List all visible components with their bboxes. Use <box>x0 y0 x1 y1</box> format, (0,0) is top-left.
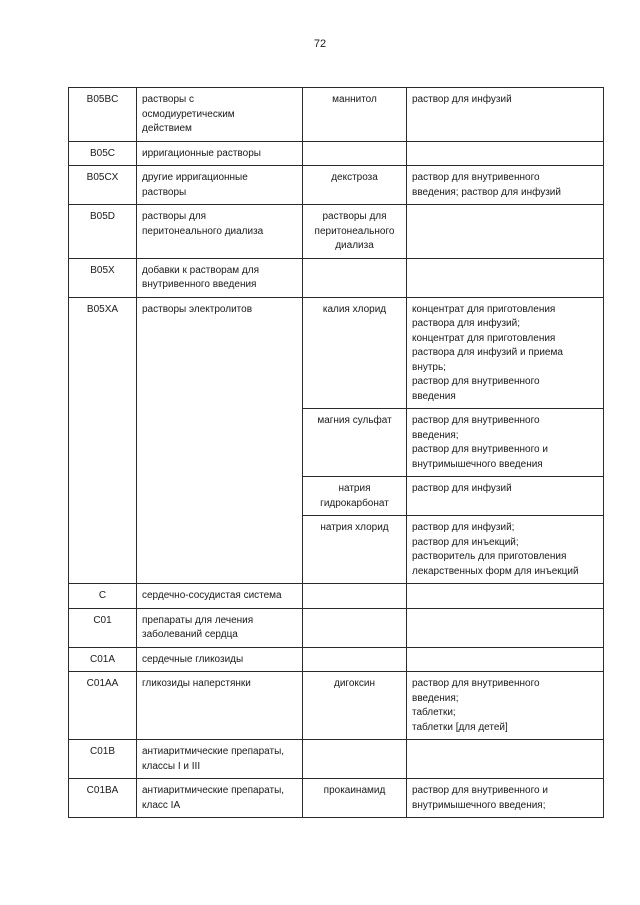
table-row <box>69 584 604 609</box>
table-row <box>69 740 604 779</box>
dosage-form-cell <box>407 166 604 205</box>
dosage-form-text: раствор для внутривенного <box>412 172 540 183</box>
group-cell <box>137 608 303 647</box>
group-text: класс IA <box>142 799 181 811</box>
dosage-form-text: концентрат для приготовления <box>412 303 556 315</box>
atc-code-cell <box>69 740 137 779</box>
dosage-form-text: введения; <box>412 429 459 441</box>
atc-code: C <box>98 590 107 601</box>
table-row <box>69 141 604 166</box>
atc-code: C01BA <box>86 785 119 796</box>
inn-cell <box>303 409 407 477</box>
inn-text: диализа <box>335 240 374 251</box>
inn-text: декстроза <box>331 172 378 183</box>
table-row <box>69 205 604 259</box>
inn-cell <box>303 740 407 779</box>
inn-text: гидрокарбонат <box>320 497 389 509</box>
inn-text: дигоксин <box>333 678 375 689</box>
inn-cell <box>303 166 407 205</box>
dosage-form-cell <box>407 88 604 142</box>
dosage-form-text: раствор для инфузий; <box>412 522 515 533</box>
inn-text: перитонеального <box>314 225 395 237</box>
atc-code-cell <box>69 141 137 166</box>
atc-code-cell <box>69 205 137 259</box>
atc-code-cell <box>69 297 137 584</box>
group-text: другие ирригационные <box>142 172 248 183</box>
group-text: растворы с <box>142 94 194 105</box>
group-text: перитонеального диализа <box>142 225 264 237</box>
dosage-form-cell <box>407 477 604 516</box>
atc-code-cell <box>69 608 137 647</box>
dosage-form-cell <box>407 205 604 259</box>
dosage-form-text: растворитель для приготовления <box>412 551 567 562</box>
table-row <box>69 672 604 740</box>
inn-cell <box>303 779 407 818</box>
group-text: растворы для <box>142 211 207 222</box>
dosage-form-cell <box>407 672 604 740</box>
inn-cell <box>303 297 407 409</box>
dosage-form-cell <box>407 141 604 166</box>
inn-cell <box>303 88 407 142</box>
group-cell <box>137 141 303 166</box>
group-cell <box>137 672 303 740</box>
dosage-form-cell <box>407 740 604 779</box>
dosage-form-cell <box>407 409 604 477</box>
inn-text: натрия хлорид <box>320 522 389 533</box>
dosage-form-text: таблетки [для детей] <box>412 721 508 733</box>
group-cell <box>137 584 303 609</box>
group-text: препараты для лечения <box>142 614 254 626</box>
inn-text: натрия <box>338 483 371 494</box>
dosage-form-cell <box>407 297 604 409</box>
group-cell <box>137 166 303 205</box>
dosage-form-text: раствор для внутривенного <box>412 376 540 387</box>
atc-code-cell <box>69 584 137 609</box>
atc-code: B05C <box>89 147 115 159</box>
inn-cell <box>303 258 407 297</box>
group-text: растворы электролитов <box>142 303 253 315</box>
inn-cell <box>303 672 407 740</box>
atc-code-cell <box>69 672 137 740</box>
dosage-form-text: введения; <box>412 692 459 704</box>
dosage-form-text: раствор для инфузий <box>412 94 512 105</box>
group-cell <box>137 740 303 779</box>
atc-code-cell <box>69 779 137 818</box>
dosage-form-text: таблетки; <box>412 707 456 718</box>
atc-code: B05D <box>89 211 115 222</box>
group-text: гликозиды наперстянки <box>142 678 251 689</box>
inn-text: маннитол <box>332 94 377 105</box>
group-text: добавки к растворам для <box>142 264 259 276</box>
inn-cell <box>303 608 407 647</box>
inn-cell <box>303 141 407 166</box>
dosage-form-text: внутримышечного введения <box>412 458 543 470</box>
dosage-form-text: лекарственных форм для инъекций <box>412 565 579 577</box>
group-text: антиаритмические препараты, <box>142 746 285 757</box>
atc-code: C01A <box>89 653 115 665</box>
atc-code: C01B <box>89 746 115 757</box>
dosage-form-text: раствор для внутривенного <box>412 678 540 689</box>
dosage-form-text: раствора для инфузий и приема <box>412 347 563 358</box>
group-cell <box>137 647 303 672</box>
dosage-form-cell <box>407 608 604 647</box>
atc-code: B05XA <box>86 303 119 315</box>
table-row <box>69 88 604 142</box>
atc-code-cell <box>69 258 137 297</box>
inn-text: прокаинамид <box>323 785 386 796</box>
dosage-form-text: внутрь; <box>412 361 446 373</box>
dosage-form-cell <box>407 647 604 672</box>
group-cell <box>137 205 303 259</box>
group-text: ирригационные растворы <box>142 147 261 159</box>
table-row <box>69 647 604 672</box>
dosage-form-text: введения <box>412 390 456 402</box>
dosage-form-text: раствор для внутривенного и <box>412 444 548 455</box>
inn-cell <box>303 516 407 584</box>
dosage-form-text: раствор для инфузий <box>412 483 512 494</box>
atc-code: C01AA <box>86 678 119 689</box>
dosage-form-text: внутримышечного введения; <box>412 799 546 811</box>
table-row <box>69 166 604 205</box>
inn-text: калия хлорид <box>322 303 387 315</box>
group-cell <box>137 88 303 142</box>
group-cell <box>137 779 303 818</box>
group-text: растворы <box>142 186 187 198</box>
dosage-form-text: раствор для внутривенного и <box>412 785 548 796</box>
dosage-form-cell <box>407 584 604 609</box>
atc-code-cell <box>69 166 137 205</box>
atc-code: B05CX <box>86 172 119 183</box>
inn-cell <box>303 477 407 516</box>
dosage-form-cell <box>407 258 604 297</box>
group-text: осмодиуретическим <box>142 108 235 120</box>
atc-code: B05X <box>90 264 115 276</box>
drug-table <box>68 87 604 818</box>
inn-cell <box>303 205 407 259</box>
table-row <box>69 258 604 297</box>
group-cell <box>137 297 303 584</box>
atc-code: C01 <box>93 614 112 626</box>
dosage-form-text: введения; раствор для инфузий <box>412 186 561 198</box>
group-text: заболеваний сердца <box>142 629 238 640</box>
table-row <box>69 297 604 409</box>
atc-code-cell <box>69 647 137 672</box>
dosage-form-cell <box>407 516 604 584</box>
atc-code: B05BC <box>86 94 119 105</box>
group-text: сердечно-сосудистая система <box>142 590 282 601</box>
dosage-form-text: концентрат для приготовления <box>412 332 556 344</box>
inn-cell <box>303 647 407 672</box>
dosage-form-text: раствор для внутривенного <box>412 415 540 426</box>
group-text: классы I и III <box>142 760 201 772</box>
dosage-form-text: раствора для инфузий; <box>412 318 520 329</box>
group-cell <box>137 258 303 297</box>
group-text: действием <box>142 123 192 134</box>
group-text: внутривенного введения <box>142 279 257 290</box>
dosage-form-text: раствор для инъекций; <box>412 536 519 548</box>
group-text: антиаритмические препараты, <box>142 785 285 796</box>
group-text: сердечные гликозиды <box>142 653 244 665</box>
table-row <box>69 608 604 647</box>
table-body <box>69 88 604 818</box>
page-number: 72 <box>313 38 327 50</box>
table-row <box>69 779 604 818</box>
inn-text: магния сульфат <box>317 415 392 426</box>
inn-text: растворы для <box>322 211 387 222</box>
inn-cell <box>303 584 407 609</box>
dosage-form-cell <box>407 779 604 818</box>
atc-code-cell <box>69 88 137 142</box>
